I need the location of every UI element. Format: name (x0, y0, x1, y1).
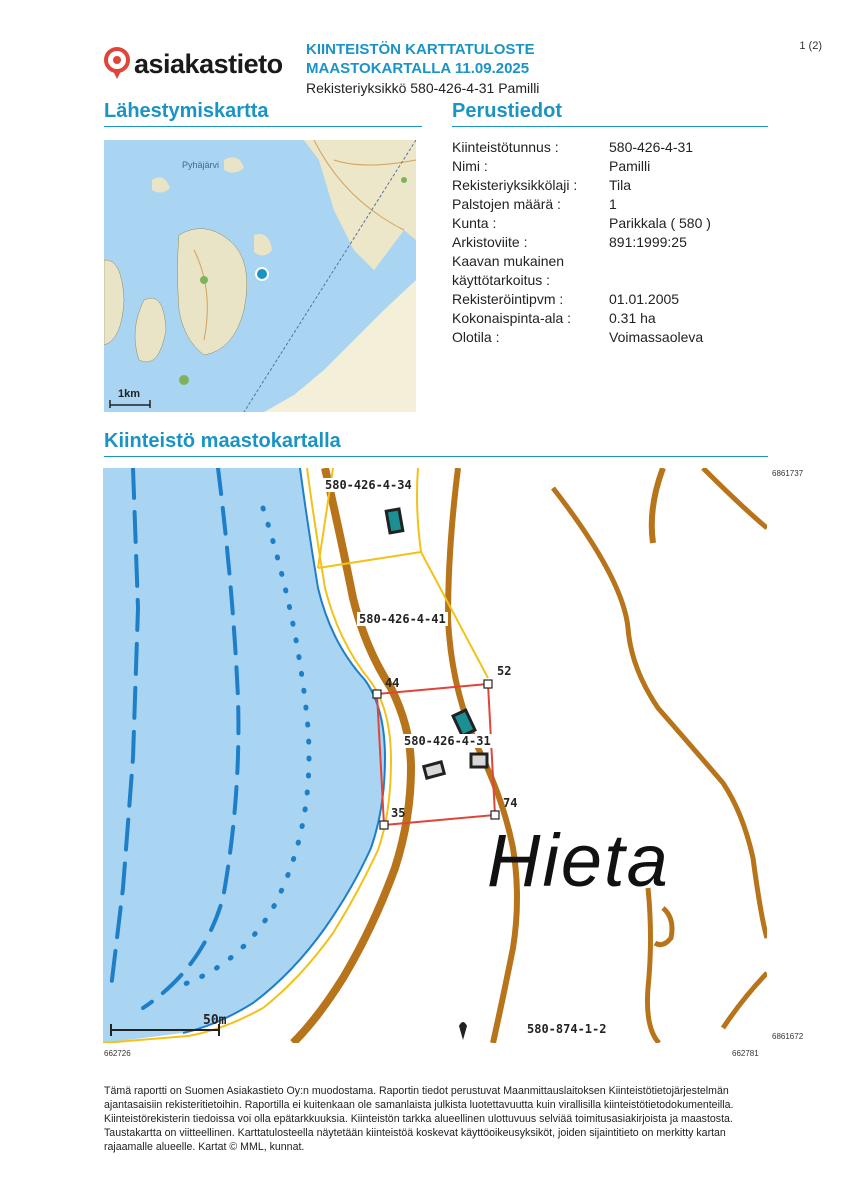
basic-info-section-title: Perustiedot (452, 100, 563, 122)
corner-label-35: 35 (391, 806, 406, 820)
info-label: Nimi : (452, 158, 488, 174)
info-value: 580-426-4-31 (609, 139, 694, 155)
lake-label: Pyhäjärvi (182, 160, 220, 170)
info-label: Kiinteistötunnus : (452, 139, 559, 155)
asiakastieto-logo (104, 44, 283, 84)
report-title-line2: MAASTOKARTALLA 11.09.2025 (306, 60, 530, 77)
info-row (452, 328, 772, 347)
parcel-label-34: 580-426-4-34 (325, 478, 412, 492)
report-title-line1: KIINTEISTÖN KARTTATULOSTE (306, 41, 535, 58)
coord-bottom-right-x: 662781 (732, 1049, 759, 1058)
location-pin-icon (104, 47, 130, 81)
info-value: 0.31 ha (609, 310, 656, 326)
info-value: Tila (609, 177, 632, 193)
coord-top-right: 6861737 (772, 469, 804, 478)
overview-map[interactable] (104, 140, 416, 412)
basic-info-table (452, 138, 772, 347)
basic-info-divider (452, 126, 768, 127)
overview-section-title: Lähestymiskartta (104, 100, 269, 122)
terrain-map[interactable] (103, 468, 767, 1043)
info-row (452, 309, 772, 328)
info-value (609, 252, 772, 271)
info-row (452, 176, 772, 195)
report-subtitle: Rekisteriyksikkö 580-426-4-31 Pamilli (306, 80, 540, 96)
info-row (452, 138, 772, 157)
info-value (609, 271, 772, 290)
info-value: Parikkala ( 580 ) (609, 215, 711, 231)
info-label: Olotila : (452, 329, 500, 345)
info-label: Rekisteröintipvm : (452, 291, 564, 307)
main-map-divider (104, 456, 768, 457)
info-label: Arkistoviite : (452, 234, 528, 250)
info-row (452, 271, 772, 290)
coord-bottom-right: 6861672 (772, 1032, 804, 1041)
main-scale-label: 50m (203, 1013, 227, 1028)
logo-text: asiakastieto (134, 48, 283, 79)
info-value: 1 (609, 196, 617, 212)
disclaimer-text: Tämä raportti on Suomen Asiakastieto Oy:n muodostama. Raportin tiedot perustuvat Maanmittauslaitoksen Kiinteistötietojärjestelmän ajantasaisiin rekisteritietoihin. Raportilla ei kuitenkaan ole samanlaista julkista luotettavuutta kuin virallisilla kiinteistötietodokumenteilla. Kiinteistörekisterin tiedoissa voi olla epätarkkuuksia. Kiinteistön tarkka alueellinen ulottuvuus selviää toimitusasiakirjoista ja maastosta. Taustakartta on viitteellinen. Karttatulosteella näytetään kiinteistöä koskevat käyttöoikeusyksiköt, joiden sijaintitieto on merkitty kartan rajaamalle alueelle. Kartat © MML, kunnat. (104, 1085, 734, 1153)
info-row (452, 157, 772, 176)
place-name-label: Hieta (487, 819, 670, 902)
corner-label-52: 52 (497, 664, 512, 678)
info-row (452, 290, 772, 309)
info-value: 01.01.2005 (609, 291, 680, 307)
corner-label-44: 44 (385, 676, 400, 690)
overview-scale-label: 1km (118, 388, 141, 400)
info-label: Kokonaispinta-ala : (452, 310, 572, 326)
info-label: käyttötarkoitus : (452, 272, 551, 288)
parcel-label-874: 580-874-1-2 (527, 1022, 607, 1036)
info-row (452, 233, 772, 252)
info-row (452, 252, 772, 271)
info-label: Kunta : (452, 215, 497, 231)
info-label: Rekisteriyksikkölaji : (452, 177, 578, 193)
corner-label-74: 74 (503, 796, 518, 810)
report-title (306, 40, 535, 78)
parcel-label-41: 580-426-4-41 (359, 612, 446, 626)
info-row (452, 214, 772, 233)
info-label: Kaavan mukainen (452, 253, 565, 269)
parcel-label-31: 580-426-4-31 (404, 734, 491, 748)
info-label: Palstojen määrä : (452, 196, 561, 212)
info-value: Voimassaoleva (609, 329, 704, 345)
coord-bottom-left-x: 662726 (104, 1049, 131, 1058)
info-row (452, 195, 772, 214)
page-number: 1 (2) (799, 40, 822, 52)
info-value: 891:1999:25 (609, 234, 687, 250)
main-map-section-title: Kiinteistö maastokartalla (104, 430, 341, 452)
overview-divider (104, 126, 422, 127)
info-value: Pamilli (609, 158, 651, 174)
